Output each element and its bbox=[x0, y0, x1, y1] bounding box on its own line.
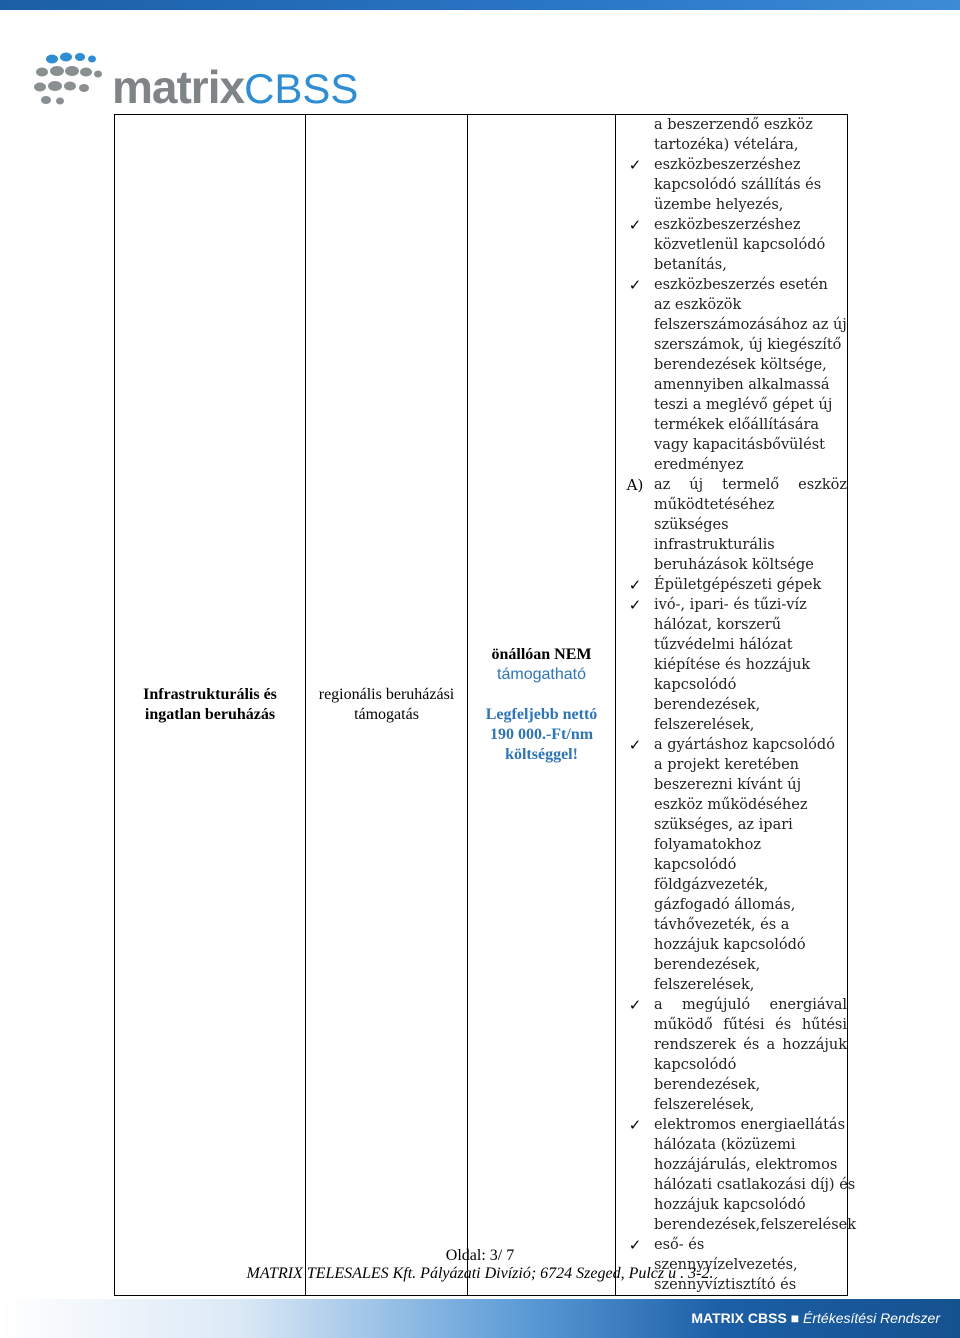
list-item: ✓ ivó-, ipari- és tűzi-víz hálózat, korszerű tűzvédelmi hálózat kiépítése és hozzájuk kapcsolódó berendezések, felszerelések, bbox=[616, 595, 847, 735]
check-icon bbox=[616, 115, 654, 155]
cost-limit-note: Legfeljebb nettó 190 000.-Ft/nm költséggel! bbox=[485, 706, 598, 763]
list-item: a beszerzendő eszköz tartozéka) vételára, bbox=[616, 115, 847, 155]
list-item: ✓ eszközbeszerzéshez közvetlenül kapcsolódó betanítás, bbox=[616, 215, 847, 275]
check-icon: ✓ bbox=[628, 276, 642, 294]
list-item: A) az új termelő eszköz működtetéséhez szükséges infrastrukturális beruházások költsége bbox=[616, 475, 847, 575]
logo-wordmark: matrixCBSS bbox=[112, 61, 359, 113]
logo-dots-icon bbox=[30, 50, 110, 110]
table-cell-support-type bbox=[306, 115, 468, 1296]
check-icon: ✓ bbox=[628, 996, 642, 1014]
list-item: ✓ a gyártáshoz kapcsolódó a projekt keretében beszerezni kívánt új eszköz működéséhez szükséges, az ipari folyamatokhoz kapcsolódó földgázvezeték, gázfogadó állomás, távhővezeték, és a hozzájuk kapcsolódó berendezések, felszerelések, bbox=[616, 735, 847, 995]
list-item: ✓ elektromos energiaellátás hálózata (közüzemi hozzájárulás, elektromos hálózati csatlakozási díj) és hozzájuk kapcsolódó berendezések,felszerelések bbox=[616, 1115, 847, 1235]
eligibility-status: önállóan NEM bbox=[491, 646, 592, 663]
check-icon: ✓ bbox=[628, 1236, 642, 1254]
list-item: ✓ eszközbeszerzéshez kapcsolódó szállítás és üzembe helyezés, bbox=[616, 155, 847, 215]
check-icon: ✓ bbox=[628, 576, 642, 594]
eligibility-note: támogatható bbox=[497, 666, 586, 683]
list-letter-marker: A) bbox=[626, 476, 644, 494]
check-icon: ✓ bbox=[628, 216, 642, 234]
list-item: ✓ Épületgépészeti gépek bbox=[616, 575, 847, 595]
page-number: Oldal: 3/ 7 bbox=[445, 1247, 515, 1264]
check-icon: ✓ bbox=[628, 596, 642, 614]
list-item: ✓ eső- és szennyvízelvezetés, szennyvíztisztító és bbox=[616, 1235, 847, 1295]
check-icon: ✓ bbox=[628, 736, 642, 754]
table-cell-eligibility bbox=[468, 115, 616, 1296]
table-cell-category bbox=[115, 115, 306, 1296]
brand-footer-text: MATRIX CBSS ■ Értékesítési Rendszer bbox=[691, 1310, 940, 1326]
support-type-text: regionális beruházási támogatás bbox=[318, 686, 455, 723]
content-table bbox=[114, 114, 857, 1296]
list-item: ✓ a megújuló energiával működő fűtési és hűtési rendszerek és a hozzájuk kapcsolódó berendezések, felszerelések, bbox=[616, 995, 847, 1115]
bottom-brand-bar bbox=[0, 1299, 960, 1338]
table-row bbox=[115, 115, 848, 1296]
check-icon: ✓ bbox=[628, 156, 642, 174]
table-cell-eligible-costs bbox=[616, 115, 857, 1296]
check-icon: ✓ bbox=[628, 1116, 642, 1134]
company-address: MATRIX TELESALES Kft. Pályázati Divízió; 6724 Szeged, Pulcz u . 3-2. bbox=[246, 1265, 714, 1282]
square-separator-icon: ■ bbox=[790, 1310, 800, 1326]
top-accent-bar bbox=[0, 0, 960, 10]
matrixcbss-logo bbox=[30, 50, 400, 112]
list-item: ✓ eszközbeszerzés esetén az eszközök felszerszámozásához az új szerszámok, új kiegészítő berendezések költsége, amennyiben alkalmassá teszi a meglévő gépet új termékek előállítására vagy kapacitásbővülést eredményez bbox=[616, 275, 847, 475]
category-text: Infrastrukturális és ingatlan beruházás bbox=[143, 686, 277, 723]
